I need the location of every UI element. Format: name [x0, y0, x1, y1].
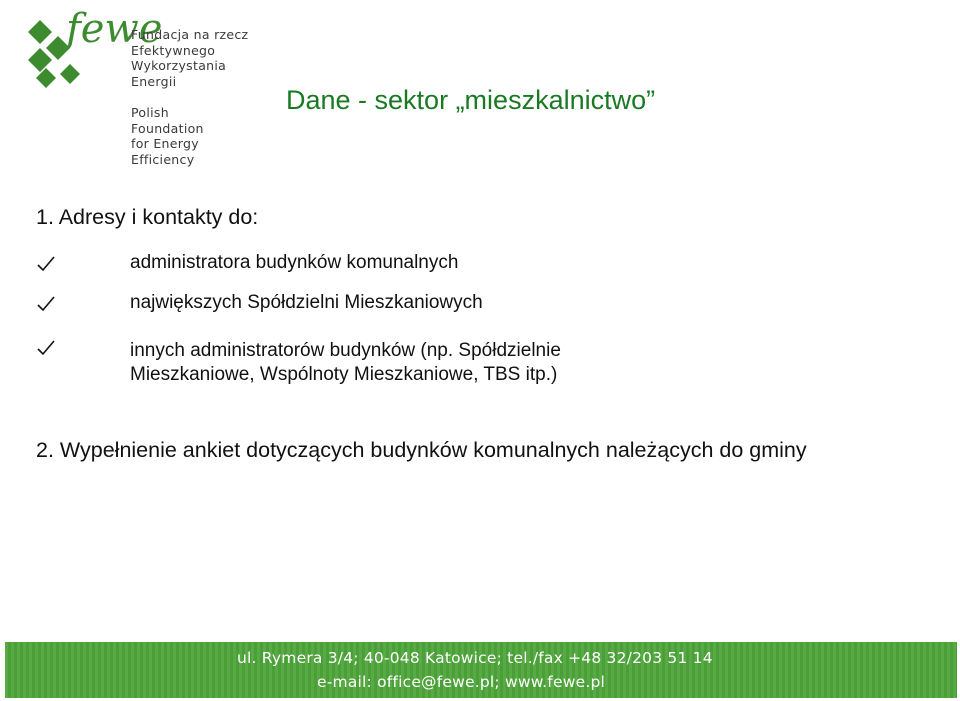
logo-line: for Energy: [131, 136, 199, 151]
bullet-item: [130, 339, 561, 387]
footer-contact: e-mail: office@fewe.pl; www.fewe.pl: [317, 673, 605, 691]
logo-line: Energii: [131, 73, 177, 89]
footer-bar: [5, 642, 957, 698]
checkmark-icon: [36, 294, 56, 314]
bullet-line: administratora budynków komunalnych: [130, 252, 459, 273]
section-heading-2: 2. Wypełnienie ankiet dotyczących budynków komunalnych należących do gminy: [36, 438, 807, 462]
checkmark-icon: [36, 254, 56, 274]
logo-name-polish: [131, 27, 248, 89]
bullet-line: innych administratorów budynków (np. Spółdzielnie: [130, 340, 561, 361]
bullet-line: największych Spółdzielni Mieszkaniowych: [130, 292, 483, 313]
section-heading-1: 1. Adresy i kontakty do:: [36, 205, 259, 229]
logo-line: Wykorzystania: [131, 58, 227, 73]
bullet-item: [130, 251, 458, 275]
bullet-line: Mieszkaniowe, Wspólnoty Mieszkaniowe, TBS itp.): [130, 364, 558, 385]
logo-mark-text: fewe: [66, 6, 163, 52]
logo-line: Foundation: [131, 120, 204, 136]
bullet-item: [130, 291, 483, 315]
checkmark-icon: [36, 338, 56, 358]
logo-line: Fundacja na rzecz: [131, 27, 249, 42]
logo-line: Efficiency: [131, 151, 195, 167]
logo-line: Efektywnego: [131, 42, 216, 58]
logo-name-english: [131, 105, 204, 167]
slide-title: Dane - sektor „mieszkalnictwo”: [286, 85, 656, 115]
logo-line: Polish: [131, 105, 169, 120]
footer-address: ul. Rymera 3/4; 40-048 Katowice; tel./fax +48 32/203 51 14: [237, 649, 713, 667]
